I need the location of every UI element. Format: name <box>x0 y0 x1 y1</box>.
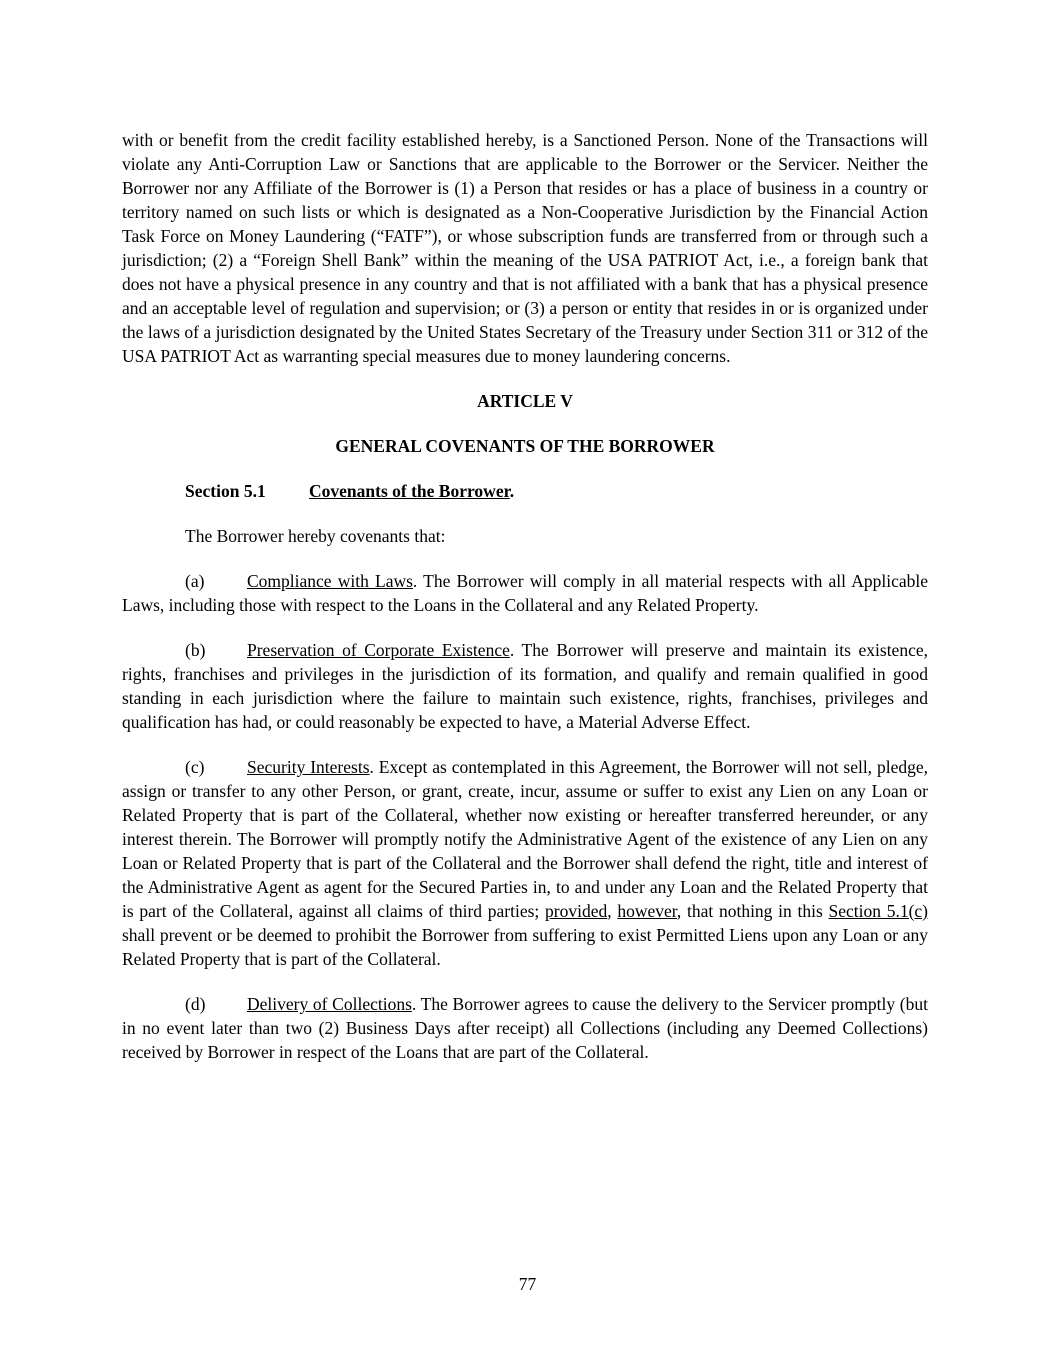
clause-a-label: (a) <box>185 571 205 591</box>
intro-paragraph: with or benefit from the credit facility established hereby, is a Sanctioned Person. None of the Transactions will violate any Anti-Corruption Law or Sanctions that are applicable to the Borrower or the Servicer. Neither the Borrower nor any Affiliate of the Borrower is (1) a Person that resides or has a place of business in a country or territory named on such lists or which is designated as a Non-Cooperative Jurisdiction by the Financial Action Task Force on Money Laundering (“FATF”), or whose subscription funds are transferred from or through such a jurisdiction; (2) a “Foreign Shell Bank” within the meaning of the USA PATRIOT Act, i.e., a foreign bank that does not have a physical presence in any country and that is not affiliated with a bank that has a physical presence and an acceptable level of regulation and supervision; or (3) a person or entity that resides in or is organized under the laws of a jurisdiction designated by the United States Secretary of the Treasury under Section 311 or 312 of the USA PATRIOT Act as warranting special measures due to money laundering concerns. <box>122 130 928 366</box>
clause-a-heading: Compliance with Laws <box>247 571 413 591</box>
section-title-period: . <box>509 481 515 501</box>
article-heading: ARTICLE V <box>477 391 573 411</box>
clause-c-body: . Except as contemplated in this Agreement, the Borrower will not sell, pledge, assign or transfer to any other Person, or grant, create, incur, assume or suffer to exist any Lien on any Loan or Related Property that is part of the Collateral, whether now existing or hereafter transferred hereunder, or any interest therein. The Borrower will promptly notify the Administrative Agent of the existence of any Lien on any Loan or Related Property that is part of the Collateral and the Borrower shall defend the right, title and interest of the Administrative Agent as agent for the Secured Parties in, to and under any Loan and the Related Property that is part of the Collateral, against all claims of third parties; provided, however, that nothing in this Section 5.1(c) shall prevent or be deemed to prohibit the Borrower from suffering to exist Permitted Liens upon any Loan or any Related Property that is part of the Collateral. <box>122 757 929 969</box>
article-title: GENERAL COVENANTS OF THE BORROWER <box>335 436 715 456</box>
clause-paragraph-c <box>122 755 928 971</box>
page-number: 77 <box>518 1274 537 1294</box>
clause-paragraph-a <box>122 569 928 617</box>
clause-b-label: (b) <box>185 640 206 660</box>
clause-d-label: (d) <box>185 994 206 1014</box>
lead-in-paragraph: The Borrower hereby covenants that: <box>185 526 446 546</box>
clause-a-body: . The Borrower will comply in all material respects with all Applicable Laws, including those with respect to the Loans in the Collateral and any Related Property. <box>122 571 929 615</box>
clause-b-body: . The Borrower will preserve and maintain its existence, rights, franchises and privileges in the jurisdiction of its formation, and qualify and remain qualified in good standing in each jurisdiction where the failure to maintain such existence, rights, franchises, privileges and qualification has had, or could reasonably be expected to have, a Material Adverse Effect. <box>122 640 928 732</box>
clause-b-heading: Preservation of Corporate Existence <box>247 640 510 660</box>
section-title: Covenants of the Borrower <box>309 481 510 501</box>
clause-c-label: (c) <box>185 757 205 777</box>
clause-paragraph-b <box>122 638 928 734</box>
clause-d-body: . The Borrower agrees to cause the delivery to the Servicer promptly (but in no event later than two (2) Business Days after receipt) all Collections (including any Deemed Collections) received by Borrower in respect of the Loans that are part of the Collateral. <box>122 994 928 1062</box>
clause-paragraph-d <box>122 992 928 1064</box>
clause-d-heading: Delivery of Collections <box>247 994 412 1014</box>
clause-c-heading: Security Interests <box>247 757 370 777</box>
section-heading-line <box>122 479 928 503</box>
section-number: Section 5.1 <box>185 481 266 501</box>
